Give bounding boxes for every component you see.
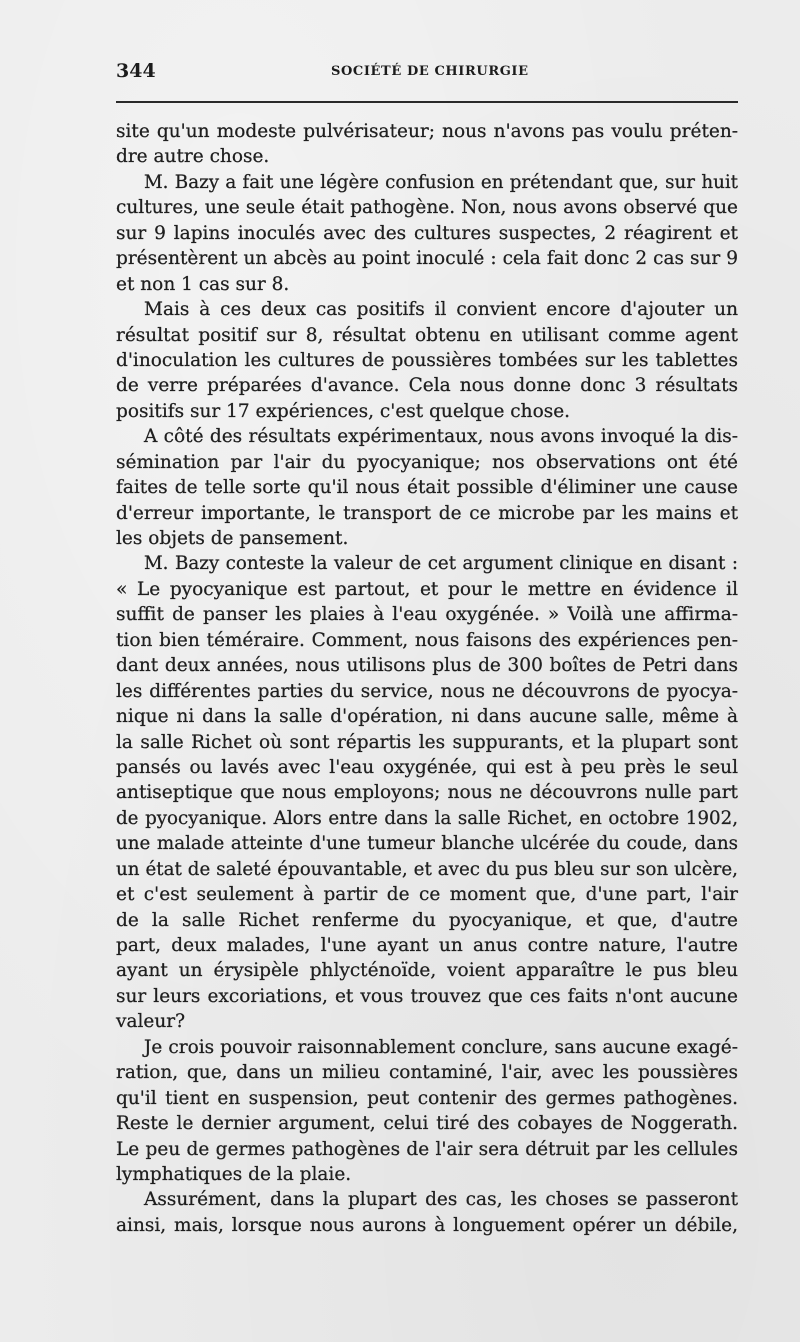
text-line: de verre préparées d'avance. Cela nous donne donc 3 résultats xyxy=(116,375,738,397)
text-line: une malade atteinte d'une tumeur blanche ulcérée du coude, dans xyxy=(116,833,738,855)
page-number: 344 xyxy=(116,60,156,82)
text-line: antiseptique que nous employons; nous ne découvrons nulle part xyxy=(116,782,738,804)
text-line: Je crois pouvoir raisonnablement conclure, sans aucune exagé- xyxy=(144,1036,738,1058)
running-title: SOCIÉTÉ DE CHIRURGIE xyxy=(331,64,529,79)
text-line: ainsi, mais, lorsque nous aurons à longuement opérer un débile, xyxy=(116,1214,738,1236)
text-line: de la salle Richet renferme du pyocyanique, et que, d'autre xyxy=(116,909,738,931)
text-line: nique ni dans la salle d'opération, ni dans aucune salle, même à xyxy=(116,706,738,728)
text-line: Reste le dernier argument, celui tiré des cobayes de Noggerath. xyxy=(116,1113,738,1135)
text-line: Mais à ces deux cas positifs il convient encore d'ajouter un xyxy=(144,299,738,321)
text-line: Assurément, dans la plupart des cas, les choses se passeront xyxy=(144,1189,738,1211)
text-line: qu'il tient en suspension, peut contenir des germes pathogènes. xyxy=(116,1087,738,1109)
text-line: Le peu de germes pathogènes de l'air sera détruit par les cellules xyxy=(116,1138,738,1160)
text-line: et c'est seulement à partir de ce moment que, d'une part, l'air xyxy=(116,884,738,906)
text-line: positifs sur 17 expériences, c'est quelque chose. xyxy=(116,400,571,422)
text-line: de pyocyanique. Alors entre dans la salle Richet, en octobre 1902, xyxy=(116,807,738,829)
text-line: d'erreur importante, le transport de ce microbe par les mains et xyxy=(116,502,738,524)
text-line: A côté des résultats expérimentaux, nous avons invoqué la dis- xyxy=(144,426,738,448)
text-line: site qu'un modeste pulvérisateur; nous n'avons pas voulu préten- xyxy=(116,121,738,142)
text-line: d'inoculation les cultures de poussières tombées sur les tablettes xyxy=(116,349,738,371)
text-line: et non 1 cas sur 8. xyxy=(116,273,290,295)
text-line: les objets de pansement. xyxy=(116,528,349,549)
text-line: un état de saleté épouvantable, et avec du pus bleu sur son ulcère, xyxy=(116,858,738,880)
text-line: dre autre chose. xyxy=(116,146,270,168)
text-line: lymphatiques de la plaie. xyxy=(116,1163,352,1185)
text-line: ration, que, dans un milieu contaminé, l'air, avec les poussières xyxy=(116,1062,738,1084)
text-line: dant deux années, nous utilisons plus de 300 boîtes de Petri dans xyxy=(116,655,738,677)
text-line: présentèrent un abcès au point inoculé : cela fait donc 2 cas sur 9 xyxy=(116,248,738,270)
page-header xyxy=(116,60,738,90)
text-line: cultures, une seule était pathogène. Non, nous avons observé que xyxy=(116,197,738,219)
text-line: part, deux malades, l'une ayant un anus contre nature, l'autre xyxy=(116,935,738,956)
text-line: M. Bazy a fait une légère confusion en prétendant que, sur huit xyxy=(144,171,738,193)
text-line: suffit de panser les plaies à l'eau oxygénée. » Voilà une affirma- xyxy=(116,604,738,626)
text-line: les différentes parties du service, nous ne découvrons de pyocya- xyxy=(116,680,738,702)
text-line: la salle Richet où sont répartis les suppurants, et la plupart sont xyxy=(116,731,738,753)
text-line: sémination par l'air du pyocyanique; nos observations ont été xyxy=(116,451,738,473)
text-line: sur 9 lapins inoculés avec des cultures suspectes, 2 réagirent et xyxy=(116,222,738,244)
header-rule xyxy=(116,101,738,103)
text-line: valeur? xyxy=(116,1011,186,1033)
body-text xyxy=(116,119,738,1238)
text-line: « Le pyocyanique est partout, et pour le mettre en évidence il xyxy=(116,578,738,600)
text-line: ayant un érysipèle phlycténoïde, voient apparaître le pus bleu xyxy=(116,960,738,982)
text-line: sur leurs excoriations, et vous trouvez que ces faits n'ont aucune xyxy=(116,985,738,1007)
text-line: M. Bazy conteste la valeur de cet argument clinique en disant : xyxy=(144,553,738,575)
text-line: faites de telle sorte qu'il nous était possible d'éliminer une cause xyxy=(116,477,738,499)
text-line: pansés ou lavés avec l'eau oxygénée, qui est à peu près le seul xyxy=(116,756,738,778)
text-line: tion bien téméraire. Comment, nous faisons des expériences pen- xyxy=(116,629,738,651)
text-line: résultat positif sur 8, résultat obtenu en utilisant comme agent xyxy=(116,324,738,346)
